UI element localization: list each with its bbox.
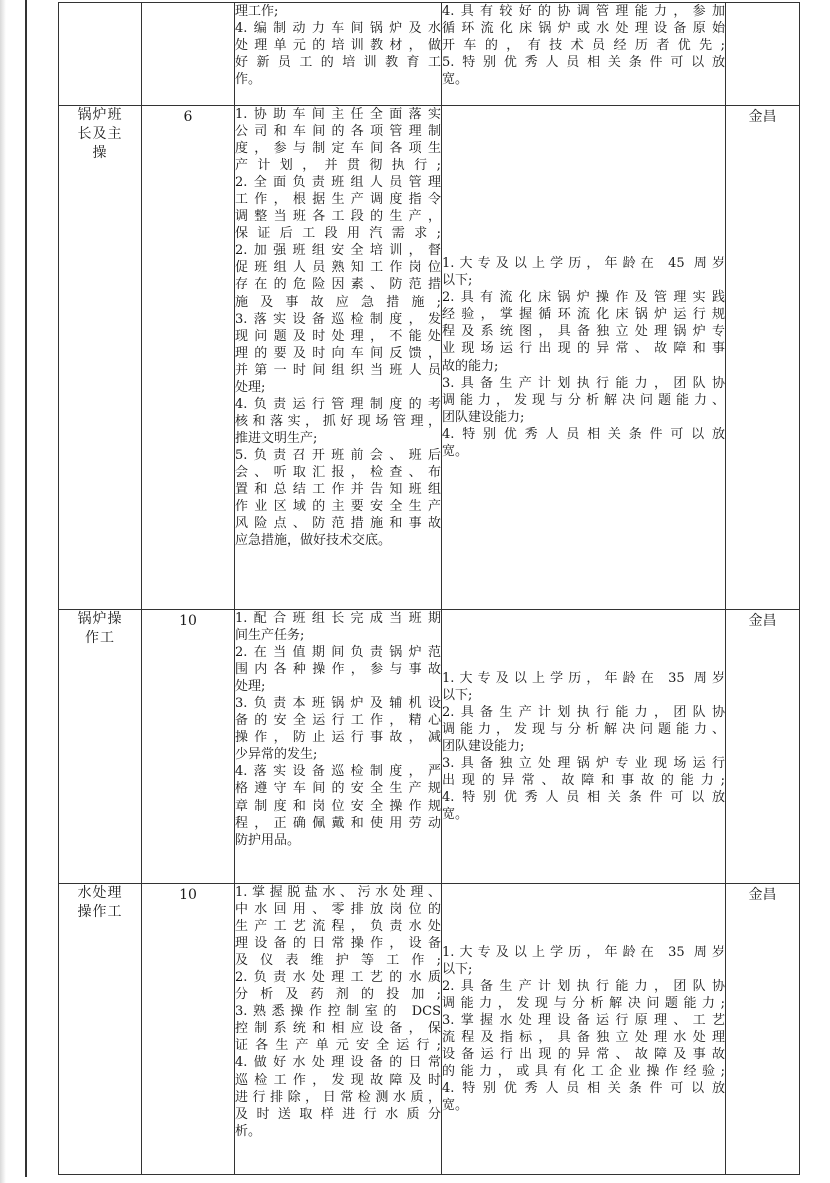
position-name-cell	[59, 3, 142, 106]
duty-text-line: 及时送取样进行水质分	[235, 1106, 441, 1122]
duty-text-line: 2.负责水处理工艺的水质	[235, 970, 441, 986]
duty-text-line: 保证后工段用汽需求;	[235, 226, 441, 242]
table-row	[59, 610, 800, 884]
duty-text-line: 格遵守车间的安全生产规	[235, 781, 441, 797]
duty-text-line: 2.加强班组安全培训，督	[235, 243, 441, 259]
duty-text-line: 间生产任务;	[235, 628, 305, 644]
position-name-cell	[59, 884, 142, 1175]
position-name-line: 作工	[85, 630, 115, 646]
requirements-cell	[442, 106, 726, 610]
location-cell	[726, 3, 800, 106]
requirement-text-line: 调能力，发现与分析解决问题能力、	[442, 392, 725, 408]
duties-cell	[235, 610, 442, 884]
headcount-value: 10	[179, 613, 197, 629]
requirement-text-line: 调能力，发现与分析解决问题能力;	[442, 995, 725, 1011]
headcount-value: 10	[179, 887, 197, 903]
duty-text-line: 并第一时间组织当班人员	[235, 362, 441, 378]
duty-text-line: 进行排除，日常检测水质，	[235, 1089, 441, 1105]
requirement-text-line: 以下;	[442, 961, 473, 977]
duty-text-line: 处理;	[235, 679, 266, 695]
duty-text-line: 产计划，并贯彻执行;	[235, 158, 441, 174]
duty-text-line: 作。	[235, 72, 262, 88]
duty-text-line: 置和总结工作并告知班组	[235, 482, 441, 498]
duty-text-line: 1.掌握脱盐水、污水处理、	[235, 885, 441, 900]
requirement-text-line: 出现的异常、故障和事故的能力;	[442, 773, 725, 789]
duty-text-line: 推进文明生产;	[235, 430, 318, 446]
requirement-text-line: 流程及指标，具备独立处理水处理	[442, 1030, 725, 1045]
duty-text-line: 理的要及时向车间反馈，	[235, 345, 441, 361]
duty-text-line: 处理单元的培训教材，做	[235, 38, 441, 54]
requirement-text-line: 4.特别优秀人员相关条件可以放	[442, 426, 725, 442]
duty-text-line: 4.编制动力车间锅炉及水	[235, 21, 441, 37]
duty-text-line: 析。	[235, 1123, 262, 1139]
duty-text-line: 防护用品。	[235, 832, 301, 848]
position-name-line: 锅炉操	[77, 611, 123, 627]
position-name-cell	[59, 610, 142, 884]
requirement-text-line: 团队建设能力;	[442, 738, 525, 754]
duty-text-line: 施及事故应急措施;	[235, 294, 441, 310]
duty-text-line: 围内各种操作，参与事故	[235, 662, 441, 678]
duty-text-line: 公司和车间的各项管理制	[235, 124, 441, 140]
duty-text-line: 备的安全运行工作，精心	[235, 713, 441, 729]
work-location-value: 金昌	[748, 613, 777, 629]
position-name-line: 长及主	[77, 126, 123, 142]
work-location-value: 金昌	[748, 887, 777, 903]
requirement-text-line: 2.具有流化床锅炉操作及管理实践	[442, 290, 725, 306]
requirement-text-line: 4.特别优秀人员相关条件可以放	[442, 1081, 725, 1097]
duty-text-line: 理工作;	[235, 4, 279, 19]
duty-text-line: 存在的危险因素、防范措	[235, 277, 441, 293]
requirement-text-line: 4.特别优秀人员相关条件可以放	[442, 790, 725, 806]
location-cell	[726, 884, 800, 1175]
duty-text-line: 2.全面负责班组人员管理	[235, 175, 441, 191]
duty-text-line: 理设备的日常操作，设备	[235, 936, 441, 952]
requirement-text-line: 调能力，发现与分析解决问题能力、	[442, 721, 725, 737]
duty-text-line: 中水回用、零排放岗位的	[235, 902, 441, 918]
headcount-cell	[142, 610, 235, 884]
duty-text-line: 核和落实，抓好现场管理，	[235, 413, 441, 429]
duty-text-line: 4.负责运行管理制度的考	[235, 396, 441, 412]
duties-cell	[235, 884, 442, 1175]
requirement-text-line: 宽。	[442, 807, 469, 823]
duty-text-line: 度，参与制定车间各项生	[235, 141, 441, 157]
duty-text-line: 好新员工的培训教育工	[235, 55, 441, 71]
requirement-text-line: 设备运行出现的异常、故障及事故	[442, 1047, 725, 1063]
headcount-value: 6	[183, 109, 193, 125]
table-row	[59, 884, 800, 1175]
work-location-value: 金昌	[748, 109, 777, 125]
duty-text-line: 分析及药剂的投加;	[235, 987, 441, 1003]
duty-text-line: 3.落实设备巡检制度，发	[235, 311, 441, 327]
headcount-cell	[142, 884, 235, 1175]
duty-text-line: 现问题及时处理，不能处	[235, 328, 441, 344]
requirement-text-line: 宽。	[442, 72, 469, 88]
requirement-text-line: 1.大专及以上学历，年龄在 35 周岁	[442, 670, 725, 686]
duty-text-line: 工作，根据生产调度指令	[235, 192, 441, 208]
requirement-text-line: 宽。	[442, 443, 469, 459]
table-row	[59, 3, 800, 106]
duty-text-line: 1.协助车间主任全面落实	[235, 107, 441, 122]
duty-text-line: 巡检工作，发现故障及时	[235, 1072, 441, 1088]
requirement-text-line: 1.大专及以上学历，年龄在 45 周岁	[442, 256, 725, 272]
position-name-line: 操作工	[77, 904, 123, 920]
requirement-text-line: 以下;	[442, 273, 473, 289]
duty-text-line: 4.做好水处理设备的日常	[235, 1055, 441, 1071]
location-cell	[726, 106, 800, 610]
requirement-text-line: 的能力，或具有化工企业操作经验;	[442, 1064, 725, 1080]
headcount-cell	[142, 3, 235, 106]
page-edge-shadow	[0, 0, 6, 1183]
duty-text-line: 处理;	[235, 379, 266, 395]
duty-text-line: 2.在当值期间负责锅炉范	[235, 645, 441, 661]
duty-text-line: 控制系统和相应设备，保	[235, 1021, 441, 1037]
duty-text-line: 5.负责召开班前会、班后	[235, 447, 441, 463]
duties-cell	[235, 3, 442, 106]
requirement-text-line: 故的能力;	[442, 358, 499, 374]
requirement-text-line: 4.具有较好的协调管理能力，参加	[442, 4, 725, 19]
requirement-text-line: 1.大专及以上学历，年龄在 35 周岁	[442, 944, 725, 960]
requirement-text-line: 3.具备生产计划执行能力，团队协	[442, 375, 725, 391]
duty-text-line: 少异常的发生;	[235, 747, 318, 763]
duty-text-line: 1.配合班组长完成当班期	[235, 611, 441, 626]
requirement-text-line: 以下;	[442, 687, 473, 703]
duty-text-line: 应急措施，做好技术交底。	[235, 533, 392, 549]
requirement-text-line: 开车的，有技术员经历者优先;	[442, 38, 725, 54]
requirement-text-line: 团队建设能力;	[442, 409, 525, 425]
duty-text-line: 会、听取汇报，检查、布	[235, 464, 441, 480]
requirement-text-line: 宽。	[442, 1098, 469, 1114]
position-name-cell	[59, 106, 142, 610]
duty-text-line: 操作，防止运行事故，减	[235, 730, 441, 746]
requirement-text-line: 循环流化床锅炉或水处理设备原始	[442, 21, 725, 37]
position-name-line: 水处理	[77, 885, 123, 901]
duty-text-line: 作业区域的主要安全生产	[235, 499, 441, 515]
requirement-text-line: 3.掌握水处理设备运行原理、工艺	[442, 1012, 725, 1028]
duties-cell	[235, 106, 442, 610]
requirements-cell	[442, 3, 726, 106]
duty-text-line: 章制度和岗位安全操作规	[235, 798, 441, 814]
location-cell	[726, 610, 800, 884]
page-margin-line	[25, 0, 27, 1177]
requirement-text-line: 程及系统图，具备独立处理锅炉专	[442, 324, 725, 340]
duty-text-line: 风险点、防范措施和事故	[235, 516, 441, 532]
position-name-line: 锅炉班	[77, 107, 123, 123]
requirements-cell	[442, 610, 726, 884]
duty-text-line: 3.熟悉操作控制室的 DCS	[235, 1004, 441, 1020]
requirements-cell	[442, 884, 726, 1175]
duty-text-line: 3.负责本班锅炉及辅机设	[235, 696, 441, 712]
duty-text-line: 证各生产单元安全运行;	[235, 1038, 441, 1054]
duty-text-line: 程，正确佩戴和使用劳动	[235, 815, 441, 831]
requirement-text-line: 经验，掌握循环流化床锅炉运行规	[442, 307, 725, 323]
requirement-text-line: 2.具备生产计划执行能力，团队协	[442, 978, 725, 994]
job-requirements-table	[58, 2, 800, 1175]
table-body	[59, 3, 800, 1175]
requirement-text-line: 业现场运行出现的异常、故障和事	[442, 341, 725, 357]
headcount-cell	[142, 106, 235, 610]
requirement-text-line: 5.特别优秀人员相关条件可以放	[442, 55, 725, 71]
duty-text-line: 4.落实设备巡检制度，严	[235, 764, 441, 780]
position-name-line: 操	[92, 145, 108, 161]
table-row	[59, 106, 800, 610]
duty-text-line: 生产工艺流程，负责水处	[235, 919, 441, 935]
duty-text-line: 促班组人员熟知工作岗位	[235, 260, 441, 276]
duty-text-line: 调整当班各工段的生产，	[235, 209, 441, 225]
requirement-text-line: 2.具备生产计划执行能力，团队协	[442, 704, 725, 720]
duty-text-line: 及仪表维护等工作;	[235, 953, 441, 969]
requirement-text-line: 3.具备独立处理锅炉专业现场运行	[442, 756, 725, 772]
